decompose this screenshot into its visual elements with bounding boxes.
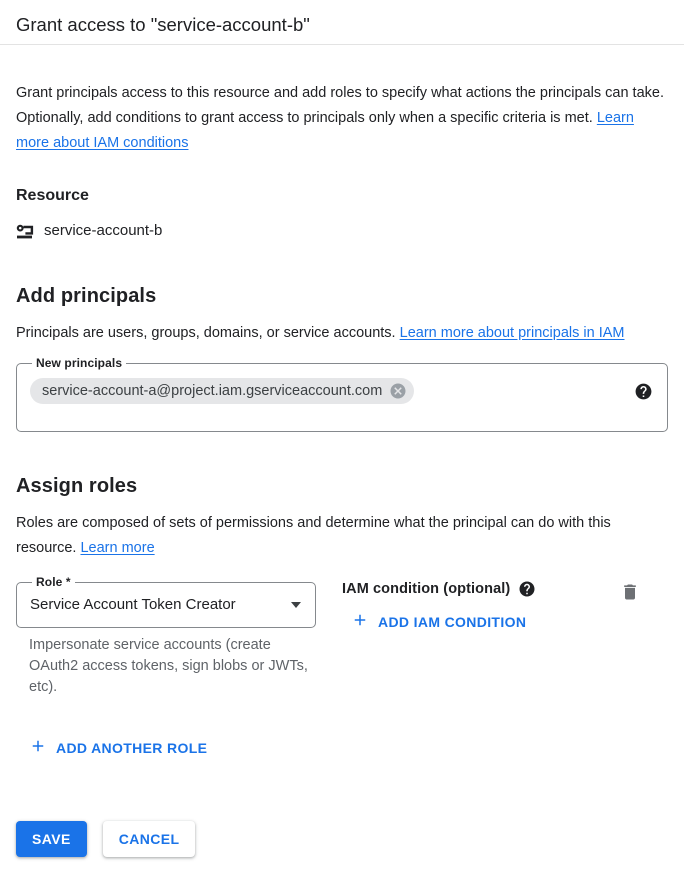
arrow-drop-down-icon (291, 602, 301, 608)
role-field[interactable] (16, 575, 316, 628)
role-select-value: Service Account Token Creator (30, 596, 236, 613)
principals-description-body: Principals are users, groups, domains, or service accounts. (16, 325, 396, 341)
principal-chip-label: service-account-a@project.iam.gserviceaccount.com (42, 383, 383, 399)
help-icon[interactable] (518, 580, 536, 598)
role-column (16, 575, 316, 698)
intro-text-body: Grant principals access to this resource and add roles to specify what actions the principals can take. Optionally, add conditions to grant access to principals only when a specific criteria is met. (16, 85, 664, 126)
dialog-actions (16, 821, 668, 857)
add-another-role-button[interactable] (29, 737, 207, 758)
cancel-button[interactable]: CANCEL (103, 821, 196, 857)
role-helper-text: Impersonate service accounts (create OAuth2 access tokens, sign blobs or JWTs, etc). (29, 637, 308, 695)
service-account-icon (16, 222, 35, 241)
principals-description (16, 321, 668, 346)
dialog-content (0, 81, 684, 872)
new-principals-field[interactable] (16, 356, 668, 432)
roles-description-body: Roles are composed of sets of permissions and determine what the principal can do with this resource. (16, 515, 611, 556)
resource-name: service-account-b (44, 222, 163, 239)
intro-text (16, 81, 668, 156)
resource-row (16, 220, 668, 242)
dialog-header (0, 0, 684, 45)
add-another-role-label: ADD ANOTHER ROLE (56, 739, 208, 756)
role-binding-row (16, 575, 668, 698)
iam-condition-column (342, 575, 536, 638)
add-principals-heading: Add principals (16, 285, 157, 307)
help-icon[interactable] (634, 382, 653, 401)
assign-roles-heading: Assign roles (16, 475, 138, 497)
iam-condition-label-row (342, 575, 536, 598)
roles-learn-more-link[interactable]: Learn more (80, 540, 155, 556)
close-icon[interactable] (389, 382, 407, 400)
new-principals-input[interactable] (30, 378, 653, 404)
principal-chip[interactable] (30, 378, 414, 404)
plus-icon (29, 737, 47, 758)
plus-icon (351, 611, 369, 632)
iam-condition-label: IAM condition (optional) (342, 581, 511, 597)
dialog-title: Grant access to "service-account-b" (16, 14, 310, 35)
role-label: Role * (36, 575, 71, 589)
role-select[interactable] (30, 591, 303, 616)
save-button[interactable]: SAVE (16, 821, 87, 857)
principals-learn-more-link[interactable]: Learn more about principals in IAM (399, 325, 625, 341)
new-principals-label: New principals (36, 356, 123, 370)
resource-heading: Resource (16, 187, 89, 204)
add-iam-condition-button[interactable] (351, 611, 526, 632)
iam-conditions-learn-more-link[interactable]: Learn more about IAM conditions (16, 110, 634, 151)
trash-icon[interactable] (620, 582, 640, 602)
add-iam-condition-label: ADD IAM CONDITION (378, 613, 527, 630)
roles-description (16, 511, 660, 561)
